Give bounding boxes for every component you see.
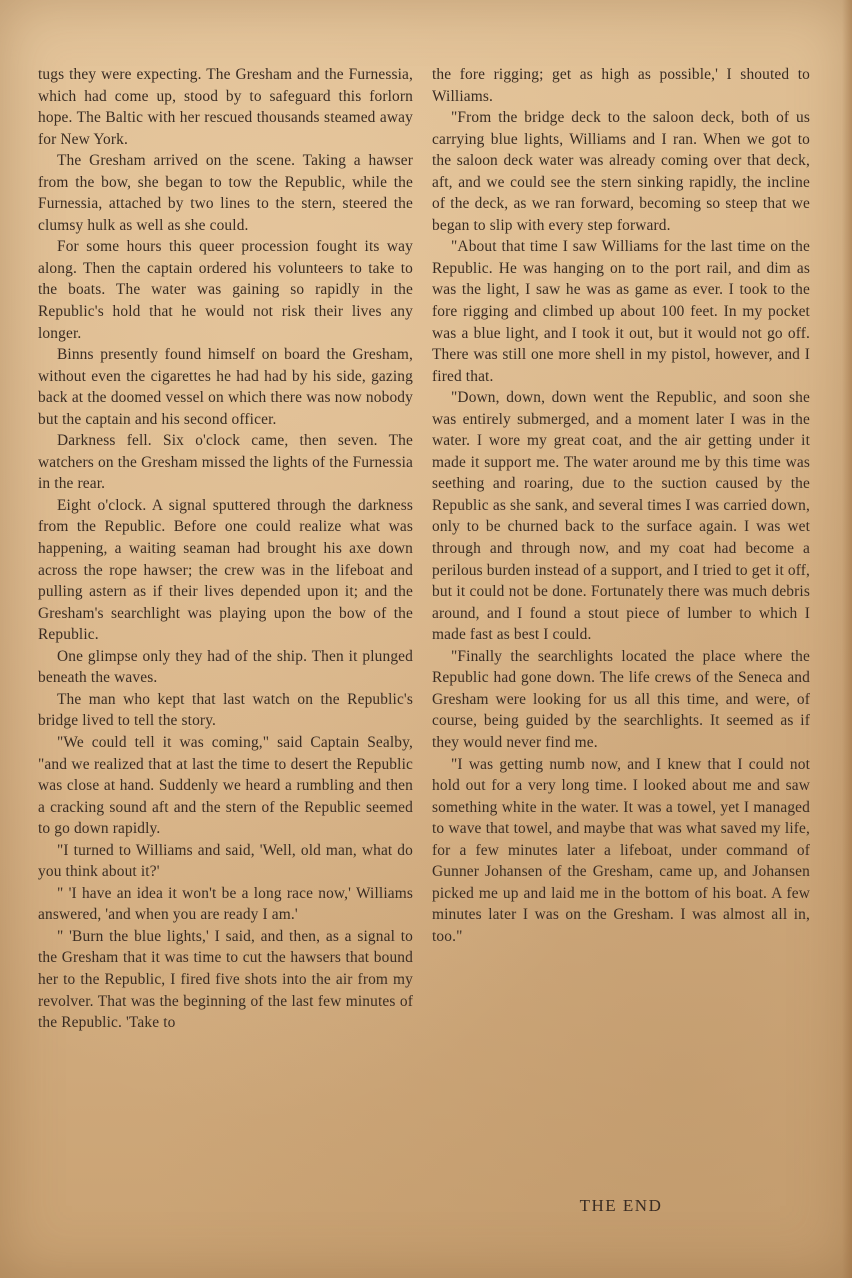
right-text-column [432, 64, 810, 947]
paragraph: "About that time I saw Williams for the last time on the Republic. He was hanging on to the port rail, and dim as was the light, I saw he was as game as ever. I took to the fore rigging and climbed up about 100 feet. In my pocket was a blue light, and I took it out, but it would not go off. There was still one more shell in my pistol, however, and I fired that. [432, 238, 810, 385]
paragraph: the fore rigging; get as high as possible,' I shouted to Williams. [432, 66, 810, 105]
paragraph: The Gresham arrived on the scene. Taking a hawser from the bow, she began to tow the Republic, while the Furnessia, attached by two lines to the stern, steered the clumsy hulk as well as she could. [38, 152, 413, 234]
paragraph: "I turned to Williams and said, 'Well, old man, what do you think about it?' [38, 841, 413, 881]
page-right-edge [842, 0, 852, 1278]
left-text-column [38, 64, 413, 1034]
paragraph: Darkness fell. Six o'clock came, then seven. The watchers on the Gresham missed the lights of the Furnessia in the rear. [38, 432, 413, 493]
paragraph: tugs they were expecting. The Gresham and the Furnessia, which had come up, stood by to safeguard this forlorn hope. The Baltic with her rescued thousands steamed away for New York. [38, 66, 413, 148]
paragraph: "We could tell it was coming," said Captain Sealby, "and we realized that at last the time to desert the Republic was close at hand. Suddenly we heard a rumbling and then a cracking sound aft and the stern of the Republic seemed to go down rapidly. [38, 733, 413, 838]
paragraph: The man who kept that last watch on the Republic's bridge lived to tell the story. [38, 690, 413, 730]
paragraph: For some hours this queer procession fought its way along. Then the captain ordered his volunteers to take to the boats. The water was gaining so rapidly in the Republic's hold that he would not risk their lives any longer. [38, 238, 413, 342]
paragraph: "From the bridge deck to the saloon deck, both of us carrying blue lights, Williams and I ran. When we got to the saloon deck water was already coming over that deck, aft, and we could see the stern sinking rapidly, the incline of the deck, as we ran forward, becoming so steep that we began to slip with every step forward. [432, 109, 810, 234]
paragraph: "Down, down, down went the Republic, and soon she was entirely submerged, and a moment later I was in the water. I wore my great coat, and the air getting under it made it support me. The water around me by this time was seething and roaring, due to the suction caused by the Republic as she sank, and several times I was carried down, only to be churned back to the surface again. I was wet through and through now, and my coat had become a perilous burden instead of a support, and I tried to get it off, but it could not be done. Fortunately there was much debris around, and I found a stout piece of lumber to which I made fast as best I could. [432, 389, 810, 644]
paragraph: Eight o'clock. A signal sputtered through the darkness from the Republic. Before one could realize what was happening, a waiting seaman had brought his axe down across the rope hawser; the crew was in the lifeboat and pulling astern as if their lives depended upon it; and the Gresham's searchlight was playing upon the bow of the Republic. [38, 496, 413, 644]
paragraph: "I was getting numb now, and I knew that I could not hold out for a very long time. I looked about me and saw something white in the water. It was a towel, yet I managed to wave that towel, and maybe that was what saved my life, for a few minutes later a lifeboat, under command of Gunner Johansen of the Gresham, came up, and Johansen picked me up and laid me in the bottom of his boat. A few minutes later I was on the Gresham. I was almost all in, too." [432, 755, 810, 945]
paragraph: " 'I have an idea it won't be a long race now,' Williams answered, 'and when you are ready I am.' [38, 884, 413, 924]
paragraph: One glimpse only they had of the ship. Then it plunged beneath the waves. [38, 647, 413, 687]
paragraph: " 'Burn the blue lights,' I said, and then, as a signal to the Gresham that it was time to cut the hawsers that bound her to the Republic, I fired five shots into the air from my revolver. That was the beginning of the last few minutes of the Republic. 'Take to [38, 927, 413, 1032]
the-end-label: THE END [579, 1196, 663, 1215]
paragraph: Binns presently found himself on board the Gresham, without even the cigarettes he had had by his side, gazing back at the doomed vessel on which there was now nobody but the captain and his second officer. [38, 346, 413, 428]
paragraph: "Finally the searchlights located the place where the Republic had gone down. The life crews of the Seneca and Gresham were looking for us all this time, and were, of course, being guided by the searchlights. It seemed as if they would never find me. [432, 647, 810, 751]
